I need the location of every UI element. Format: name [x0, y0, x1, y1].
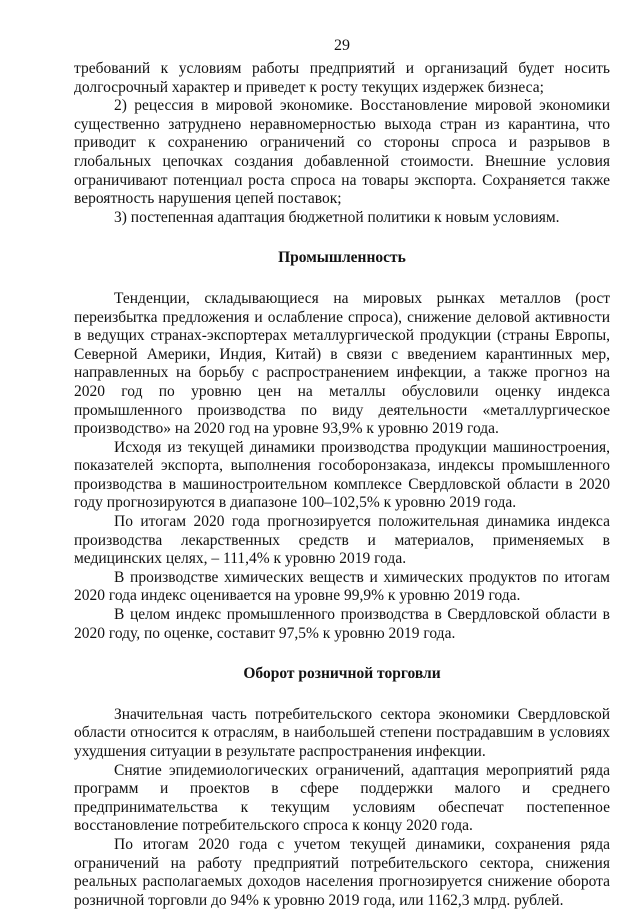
paragraph-consumer-sector: Значительная часть потребительского сектора экономики Свердловской области относится к отраслям, в наибольшей степени пострадавшим в условиях ухудшения ситуации в результате распространения инфекции.	[74, 705, 610, 760]
paragraph-budget-adaptation: 3) постепенная адаптация бюджетной политики к новым условиям.	[114, 208, 560, 226]
section-heading-retail: Оборот розничной торговли	[243, 665, 441, 683]
document-page	[74, 36, 610, 910]
paragraph-metals: Тенденции, складывающиеся на мировых рынках металлов (рост переизбытка предложения и ослабление спроса), снижение деловой активности в ведущих странах-экспортерах металлургической продукции (страны Европы, Северной Америки, Индия, Китай) в связи с введением карантинных мер, направленных на борьбу с распространением инфекции, а также прогноз на 2020 год по уровню цен на металлы обусловили оценку индекса промышленного производства по виду деятельности «металлургическое производство» на 2020 год на уровне 93,9% к уровню 2019 года.	[74, 289, 610, 438]
paragraph-industry-total: В целом индекс промышленного производства в Свердловской области в 2020 году, по оценке, составит 97,5% к уровню 2019 года.	[74, 606, 610, 642]
paragraph-pharma: По итогам 2020 года прогнозируется положительная динамика индекса производства лекарственных средств и материалов, применяемых в медицинских целях, – 111,4% к уровню 2019 года.	[74, 513, 610, 568]
paragraph-restrictions-lifted: Снятие эпидемиологических ограничений, адаптация мероприятий ряда программ и проектов в сфере поддержки малого и среднего предпринимательства к текущим условиям обеспечат постепенное восстановление потребительского спроса к концу 2020 года.	[74, 761, 610, 835]
paragraph-chemicals: В производстве химических веществ и химических продуктов по итогам 2020 года индекс оценивается на уровне 99,9% к уровню 2019 года.	[74, 568, 610, 605]
paragraph-recession: 2) рецессия в мировой экономике. Восстановление мировой экономики существенно затруднено неравномерностью выхода стран из карантина, что приводит к сохранению ограничений со стороны спроса и разрывов в глобальных цепочках создания добавленной стоимости. Внешние условия ограничивают потенциал роста спроса на товары экспорта. Сохраняется также вероятность нарушения цепей поставок;	[74, 97, 610, 208]
section-heading-industry: Промышленность	[278, 249, 406, 267]
paragraph-requirements-continuation: требований к условиям работы предприятий и организаций будет носить долгосрочный характер и приведет к росту текущих издержек бизнеса;	[74, 60, 610, 96]
paragraph-machinery: Исходя из текущей динамики производства продукции машиностроения, показателей экспорта, выполнения гособоронзаказа, индексы промышленного производства в машиностроительном комплексе Свердловской области в 2020 году прогнозируются в диапазоне 100–102,5% к уровню 2019 года.	[74, 438, 610, 512]
page-number: 29	[334, 37, 350, 54]
paragraph-retail-forecast: По итогам 2020 года с учетом текущей динамики, сохранения ряда ограничений на работу предприятий потребительского сектора, снижения реальных располагаемых доходов населения прогнозируется снижение оборота розничной торговли до 94% к уровню 2019 года, или 1162,3 млрд. рублей.	[74, 835, 610, 909]
